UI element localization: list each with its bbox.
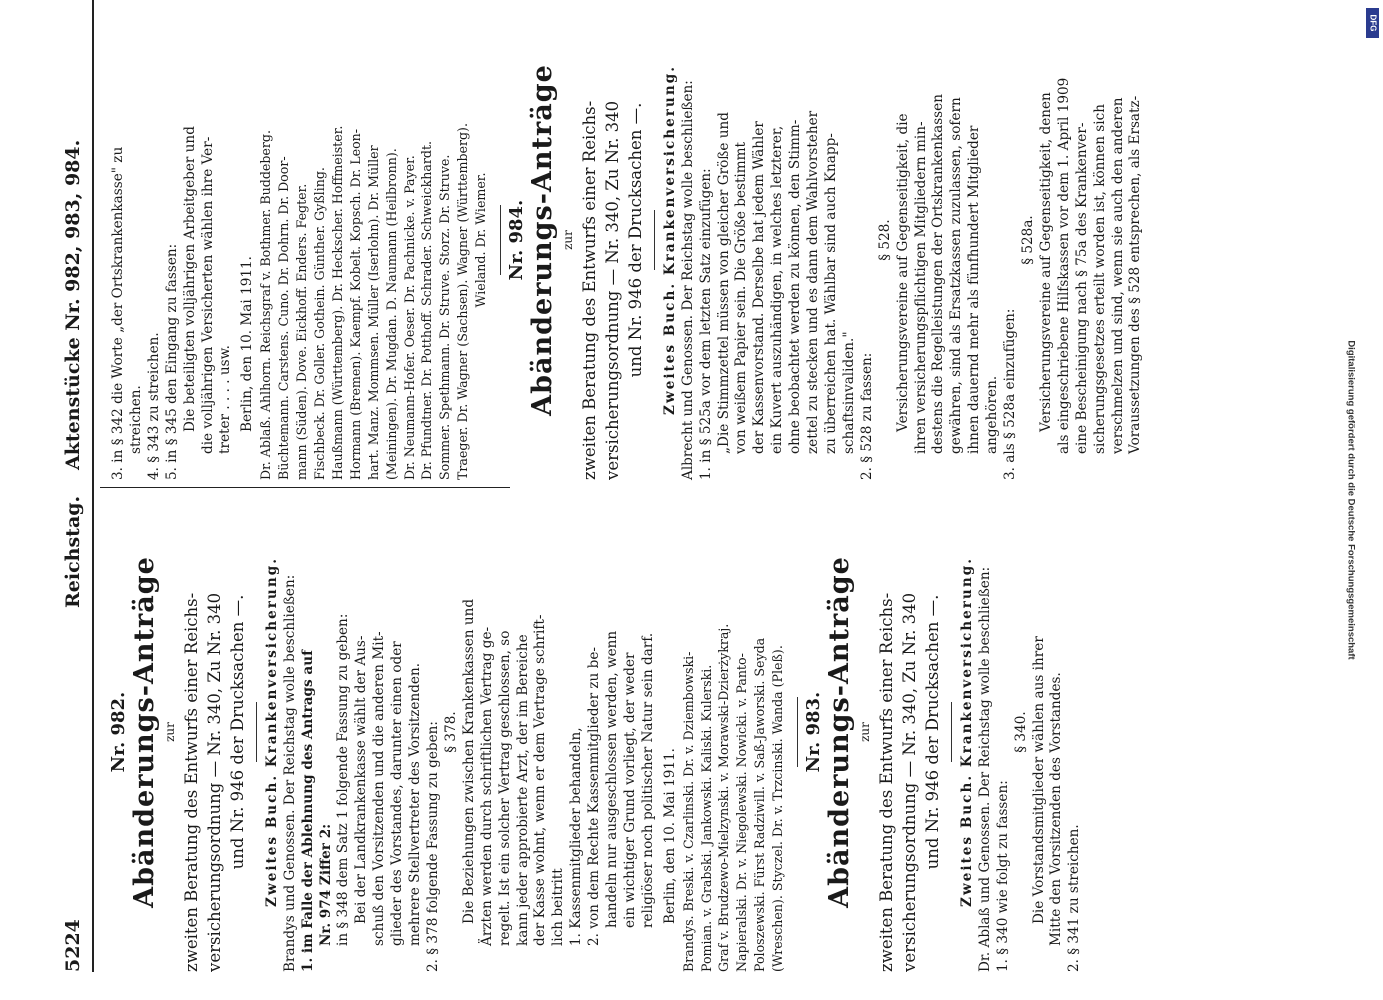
text-line: schuß den Vorsitzenden und die anderen Mit- [371,631,388,946]
funding-credit: Digitalisierung gefördert durch die Deutsche Forschungsgemeinschaft [1345,340,1357,660]
zur-label: zur [858,722,872,742]
paragraph-mark: § 378. [442,711,459,753]
subtitle-line: versicherungsordnung — Nr. 340, Zu Nr. 340 [602,100,622,480]
subtitle-line: zweiten Beratung des Entwurfs einer Reichs- [876,592,896,972]
text-line: ein Kuvert auszuhändigen, in welches letzterer, [769,125,786,454]
separator [500,205,501,275]
signature-line: mann (Süden). Dove. Eickhoff. Enders. Fegter. [294,183,310,480]
motion-number: Nr. 984. [506,199,528,281]
text-line: lich beitritt [550,868,567,946]
motion-title: Abänderungs-Anträge [128,556,160,908]
digitization-note [1321,0,1381,1000]
motion-number: Nr. 982. [108,691,129,773]
signature-line: Pomian. v. Grabski. Jankowski. Kaliski. Kulerski. [698,664,714,972]
item-line: 5. in § 345 den Eingang zu fassen: [163,243,180,480]
item-line: 3. als § 528a einzufügen: [1002,308,1019,480]
item-line: 1. im Falle der Ablehnung des Antrags auf [299,650,316,972]
item-line: Nr. 974 Ziffer 2: [317,823,334,946]
subitem-line: 1. Kassenmitglieder behandeln, [568,727,585,946]
header-docs: Aktenstücke Nr. 982, 983, 984. [62,139,84,470]
item-line: 1. in § 525a vor dem letzten Satz einzufügen: [697,168,714,480]
motion-982 [110,492,787,972]
text-line: zu überreichen hat. Wählbar sind auch Knapp- [823,133,839,454]
text-line: ihren versicherungspflichtigen Mitgliedern min- [912,121,929,454]
running-header [62,0,92,1000]
subtitle-line: und Nr. 946 der Drucksachen —. [625,102,645,378]
text-line: treter . . . . usw. [217,345,234,454]
text-line: Mitte den Vorsitzenden des Vorstandes. [1048,672,1065,946]
signature-line: Haußmann (Württemberg). Dr. Heckscher. Hoffmeister. [329,125,345,480]
text-line: der Kasse wohnt, wenn er dem Vertrage schrift- [532,614,549,946]
separator [654,210,655,270]
signature-line: Poloszewski. Fürst Radziwill. v. Saß-Jaworski. Seyda [752,637,768,972]
signature-line: Graf v. Brudzewo-Mielzynski. v. Morawski-Dzierżykraj. [716,623,732,972]
text-line: „Die Stimmzettel müssen von gleicher Größe und [715,112,732,454]
text-line: schaftsinvaliden." [840,331,857,454]
subtitle-line: versicherungsordnung — Nr. 340, Zu Nr. 340 [204,592,224,972]
item-line: 2. § 528 zu fassen: [858,352,875,480]
text-line: verschmelzen und sind, wenn sie auch den anderen [1109,97,1126,454]
text-line: destens die Regelleistungen der Ortskrankenkassen [930,94,947,454]
text-line: gewähren, sind als Ersatzkassen zuzulassen, sofern [948,97,965,454]
page-number: 5224 [62,919,84,972]
text-line: von weißem Papier sein. Die Größe bestimmt [733,142,750,454]
text-line: mehrere Stellvertreter des Vorsitzenden. [407,662,424,946]
signature-line: (Wreschen). Styczel. Dr. v. Trzcinski. Wanda (Pleß). [770,645,786,972]
signature-line: Fischbeck. Dr. Goller. Gothein. Günther. Gyßling. [311,167,327,480]
motion-title: Abänderungs-Anträge [526,64,558,416]
item-line: 4. § 343 zu streichen. [145,332,162,480]
subtitle-line: zweiten Beratung des Entwurfs einer Reichs- [579,100,599,480]
signature-line: Hormann (Bremen). Kaempf. Kobelt. Kopsch. Dr. Leon- [347,128,363,480]
dfg-logo [1366,8,1379,38]
text-line: regelt. Ist ein solcher Vertrag geschlossen, so [496,630,513,946]
header-rule [92,0,94,972]
motion-983 [805,492,1084,972]
text-line: die volljährigen Versicherten wählen ihre Ver- [199,136,216,454]
text-line: Bei der Landkrankenkasse wählt der Aus- [353,635,370,924]
text-line: angehören. [984,375,1001,454]
text-line: Ärzten werden durch schriftlichen Vertrag ge- [478,626,495,946]
signature-line: hart. Manz. Mommsen. Müller (Iserlohn). Dr. Müller [365,145,381,480]
signature-line: Dr. Neumann-Hofer. Oeser. Dr. Pachnicke. v. Payer. [401,155,417,480]
zur-label: zur [162,722,177,742]
signature-line: Brandys. Breski. v. Czarlinski. Dr. v. Dziembowski- [680,651,696,972]
subtitle-line: zweiten Beratung des Entwurfs einer Reichs- [181,592,201,972]
column-left [110,492,1084,972]
item-line: 2. § 378 folgende Fassung zu geben: [424,721,441,972]
text-line: ohne beobachtet werden zu können, den Stimm- [787,119,804,454]
separator [797,697,798,767]
text-line: als eingeschriebene Hilfskassen vor dem 1. April 1909 [1055,77,1072,454]
text-line: Die Vorstandsmitglieder wählen aus ihrer [1030,636,1047,924]
signature-line: (Meiningen). Dr. Mugdan. D. Naumann (Heilbronn). [383,148,399,480]
text-line: der Kassenvorstand. Derselbe hat jedem Wähler [751,121,768,454]
text-line: eine Bescheinigung nach § 75a des Krankenver- [1073,122,1090,454]
text-line: glieder des Vorstandes, darunter einen oder [389,641,406,946]
text-line: Versicherungsvereine auf Gegenseitigkeit, denen [1037,92,1054,432]
motion-983-continued [110,0,490,480]
motion-984 [508,0,1145,480]
signature-line: Dr. Ablaß. Ahlhorn. Reichsgraf v. Bothmer. Buddeberg. [258,130,274,480]
intro-line: Dr. Ablaß und Genossen. Der Reichstag wolle beschließen: [976,566,993,972]
date-line: Berlin, den 10. Mai 1911. [239,256,256,432]
item-line: 1. § 340 wie folgt zu fassen: [994,780,1011,972]
text-line: zettel zu stecken und es dann dem Wahlvorsteher [805,110,822,454]
subitem-line: ein wichtiger Grund vorliegt, der weder [621,652,638,928]
dfg-logo-text: DFG [1368,14,1377,32]
motion-number: Nr. 983. [803,691,825,773]
text-line: ihnen dauernd mehr als fünfhundert Mitglieder [966,125,983,454]
text-line: Die beteiligten volljährigen Arbeitgeber und [181,126,198,432]
text-line: kann jeder approbierte Arzt, der im Bereiche [514,634,531,946]
subtitle-line: versicherungsordnung — Nr. 340, Zu Nr. 340 [899,592,919,972]
signature-line: Dr. Pfundtner. Dr. Potthoff. Schrader. Schweickhardt. [419,140,435,480]
zur-label: zur [560,230,575,250]
paragraph-mark: § 528. [876,219,893,261]
paragraph-mark: § 528a. [1019,215,1036,265]
paragraph-mark: § 340. [1012,711,1029,753]
text-line: Voraussetzungen des § 528 entsprechen, als Ersatz- [1127,95,1144,454]
item-line: streichen. [127,385,144,454]
column-divider [100,487,510,488]
item-line: 3. in § 342 die Worte „der Ortskrankenkasse" zu [110,146,126,480]
separator [256,702,257,762]
subitem-line: 2. von dem Rechte Kassenmitglieder zu be- [586,647,603,946]
intro-line: Albrecht und Genossen. Der Reichstag wolle beschließen: [679,80,696,480]
book-heading: Zweites Buch. Krankenversicherung. [958,557,975,907]
signature-line: Wieland. Dr. Wiemer. [473,172,489,308]
book-heading: Zweites Buch. Krankenversicherung. [661,65,678,415]
intro-line: Brandys und Genossen. Der Reichstag wolle beschließen: [281,574,298,972]
subitem-line: handeln nur ausgeschlossen werden, wenn [604,630,621,928]
text-line: Die Beziehungen zwischen Krankenkassen und [460,598,477,924]
column-right [110,0,1145,480]
book-heading: Zweites Buch. Krankenversicherung. [263,557,280,907]
item-line: in § 348 dem Satz 1 folgende Fassung zu geben: [335,613,352,946]
header-title: Reichstag. [62,495,84,608]
signature-line: Traeger. Dr. Wagner (Sachsen). Wagner (Württemberg). [455,123,471,480]
signature-line: Büchtemann. Carstens. Cuno. Dr. Dohrn. Dr. Door- [276,156,292,480]
subtitle-line: und Nr. 946 der Drucksachen —. [227,594,247,870]
subitem-line: religiöser noch politischer Natur sein darf. [639,632,656,928]
separator [951,702,952,762]
text-line: Versicherungsvereine auf Gegenseitigkeit, die [894,113,911,432]
subtitle-line: und Nr. 946 der Drucksachen —. [922,594,942,870]
signature-line: Napieralski. Dr. v. Niegolewski. Nowicki. v. Panto- [734,653,750,972]
date-line: Berlin, den 10. Mai 1911. [661,748,678,924]
motion-title: Abänderungs-Anträge [824,556,855,908]
signature-line: Sommer. Spethmann. Dr. Struve. Storz. Dr. Struve. [437,154,453,480]
text-line: sicherungsgesetzes erteilt worden ist, können sich [1091,104,1108,454]
item-line: 2. § 341 zu streichen. [1066,824,1083,972]
